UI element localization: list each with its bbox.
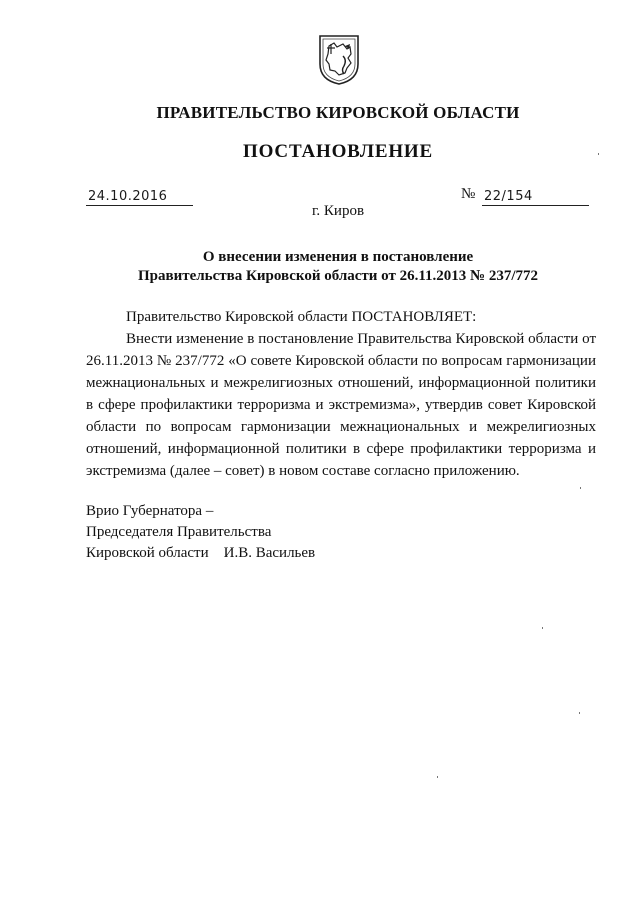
signature-block (86, 501, 486, 564)
resolution-paragraph: Внести изменение в постановление Правительства Кировской области от 26.11.2013 № 237/772 «О совете Кировской области по вопросам гармонизации межнациональных и межрелигиозных отношений, информационной политики в сфере профилактики терроризма и экстремизма», утвердив совет Кировской области по вопросам гармонизации межнациональных и межрелигиозных отношений, информационной политики в сфере профилактики терроризма и экстремизма (далее – совет) в новом составе согласно приложению. (86, 331, 596, 479)
document-type-title: ПОСТАНОВЛЕНИЕ (243, 141, 433, 162)
signature-line-2: Председателя Правительства (86, 524, 272, 540)
subject-heading (0, 248, 640, 286)
scan-speck (598, 153, 599, 155)
signature-line-1: Врио Губернатора – (86, 503, 214, 519)
resolution-intro: Правительство Кировской области ПОСТАНОВЛЯЕТ: (126, 309, 477, 325)
city-label: г. Киров (311, 203, 365, 219)
government-title: ПРАВИТЕЛЬСТВО КИРОВСКОЙ ОБЛАСТИ (156, 103, 520, 122)
date-value: 24.10.2016 (88, 189, 168, 204)
subject-line-1: О внесении изменения в постановление (202, 249, 474, 265)
signature-line-3: Кировской области И.В. Васильев (86, 545, 316, 561)
scan-speck (579, 712, 580, 714)
number-value: 22/154 (484, 189, 533, 204)
body-text (86, 306, 596, 482)
scan-speck (542, 627, 543, 629)
subject-line-2: Правительства Кировской области от 26.11.2013 № 237/772 (137, 268, 539, 284)
number-sign: № (461, 186, 476, 202)
scan-speck (437, 776, 438, 778)
coat-of-arms-icon (317, 34, 361, 86)
scan-speck (580, 487, 581, 489)
